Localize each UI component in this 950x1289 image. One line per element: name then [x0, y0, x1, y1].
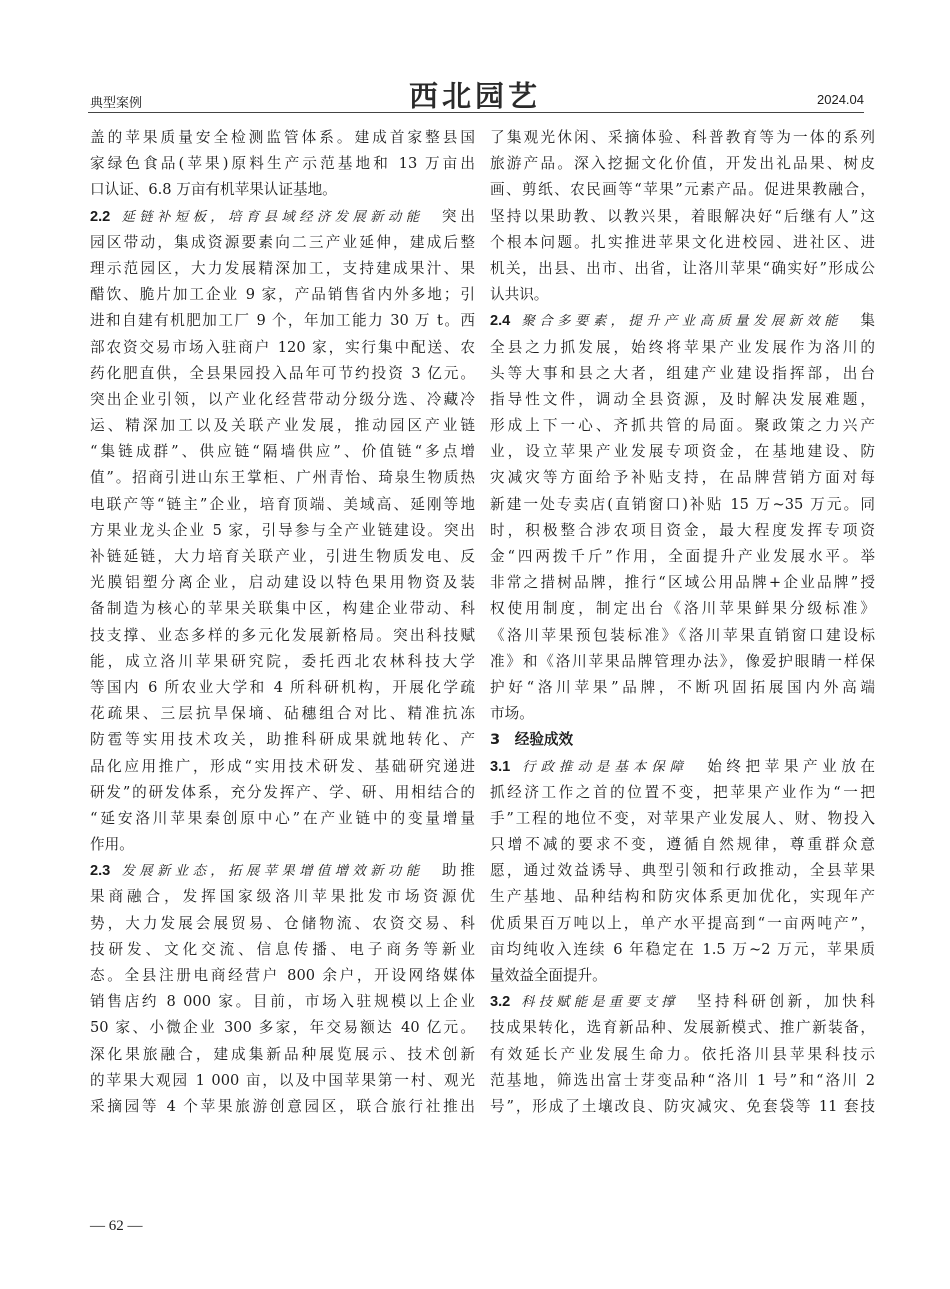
subsection-lead-text: 始终把苹果产业放在: [702, 757, 875, 775]
text-line: 值”。招商引进山东王掌柜、广州青怡、琦泉生物质热: [90, 469, 475, 487]
text-line: 补链延链，大力培育关联产业，引进生物质发电、反: [90, 548, 475, 565]
subsection-line: [490, 989, 875, 1015]
text-line: 业，设立苹果产业发展专项资金，在基地建设、防: [490, 443, 875, 461]
text-line: 优质果百万吨以上，单产水平提高到“一亩两吨产”，: [490, 914, 875, 932]
subsection-number: 2.2: [90, 208, 111, 225]
text-line: 园区带动，集成资源要素向二三产业延伸，建成后整: [90, 233, 475, 251]
text-line: 药化肥直供，全县果园投入品年可节约投资 3 亿元。: [90, 364, 475, 382]
text-line: 的苹果大观园 1 000 亩，以及中国苹果第一村、观光: [90, 1071, 475, 1089]
text-line: 花疏果、三层抗旱保墒、砧穗组合对比、精准抗冻: [90, 705, 475, 723]
text-line: 抓经济工作之首的位置不变，把苹果产业作为“一把: [490, 783, 875, 801]
text-line: 采摘园等 4 个苹果旅游创意园区，联合旅行社推出: [90, 1097, 475, 1115]
text-line: 头等大事和县之大者，组建产业建设指挥部，出台: [490, 364, 875, 382]
subsection-line: [490, 754, 875, 780]
section-heading: [490, 727, 875, 753]
text-line: 光膜铝塑分离企业，启动建设以特色果用物资及装: [90, 574, 475, 592]
text-line: 防雹等实用技术攻关，助推科研成果就地转化、产: [90, 731, 475, 749]
text-line: 市场。: [490, 705, 534, 723]
text-line: 机关，出县、出市、出省，让洛川苹果“确实好”形成公: [490, 259, 875, 277]
text-line: 进和自建有机肥加工厂 9 个，年加工能力 30 万 t。西: [90, 312, 475, 330]
text-line: 全县之力抓发展，始终将苹果产业发展作为洛川的: [490, 338, 875, 356]
text-line: 果商融合，发挥国家级洛川苹果批发市场资源优: [90, 888, 475, 906]
subsection-lead-text: 坚持科研创新，加快科: [693, 993, 875, 1011]
text-line: 50 家、小微企业 300 多家，年交易额达 40 亿元。: [90, 1019, 475, 1037]
text-line: 家绿色食品(苹果)原料生产示范基地和 13 万亩出: [90, 155, 475, 173]
text-line: 等国内 6 所农业大学和 4 所科研机构，开展化学疏: [90, 678, 475, 696]
text-line: 醋饮、脆片加工企业 9 家，产品销售省内外多地；引: [90, 286, 475, 304]
text-line: 愿，通过效益诱导、典型引领和行政推动，全县苹果: [490, 862, 875, 880]
text-line: 口认证、6.8 万亩有机苹果认证基地。: [90, 181, 337, 199]
text-line: “集链成群”、供应链“隔墙供应”、价值链“多点增: [90, 443, 475, 461]
subsection-lead-text: 助推: [438, 862, 475, 880]
text-line: 只增不减的要求不变，遵循自然规律，尊重群众意: [490, 836, 875, 854]
text-line: 指导性文件，调动全县资源，及时解决发展难题，: [490, 390, 875, 408]
text-line: 销售店约 8 000 家。目前，市场入驻规模以上企业: [90, 993, 475, 1011]
text-line: 理示范园区，大力发展精深加工，支持建成果汁、果: [90, 259, 475, 277]
text-line: 形成上下一心、齐抓共管的局面。聚政策之力兴产: [490, 417, 875, 435]
text-line: 作用。: [90, 836, 134, 854]
text-line: 品化应用推广，形成“实用技术研发、基础研究递进: [90, 757, 475, 775]
text-line: 量效益全面提升。: [490, 967, 607, 984]
text-line: 《洛川苹果预包装标准》《洛川苹果直销窗口建设标: [490, 626, 875, 644]
subsection-heading: 行政推动是基本保障: [517, 759, 689, 775]
subsection-line: [90, 204, 475, 230]
text-line: 新建一处专卖店(直销窗口)补贴 15 万~35 万元。同: [490, 495, 875, 513]
text-line: 时，积极整合涉农项目资金，最大程度发挥专项资: [490, 521, 875, 539]
left-column: [90, 125, 475, 1120]
section-label: 典型案例: [90, 96, 143, 111]
subsection-heading: 聚合多要素，提升产业高质量发展新效能: [517, 314, 842, 330]
journal-title: 西北园艺: [408, 79, 541, 113]
text-line: 了集观光休闲、采摘体验、科普教育等为一体的系列: [490, 129, 875, 146]
subsection-lead-text: 集: [856, 312, 875, 330]
text-line: 画、剪纸、农民画等“苹果”元素产品。促进果教融合，: [490, 181, 875, 199]
text-line: 深化果旅融合，建成集新品种展览展示、技术创新: [90, 1045, 475, 1063]
text-line: 坚持以果助教、以教兴果，着眼解决好“后继有人”这: [490, 207, 875, 225]
subsection-number: 2.4: [490, 313, 511, 330]
text-line: “延安洛川苹果秦创原中心”在产业链中的变量增量: [90, 809, 475, 827]
subsection-number: 3.1: [490, 758, 511, 775]
subsection-heading: 延链补短板，培育县域经济发展新动能: [117, 209, 424, 225]
right-column: [490, 125, 875, 1120]
text-line: 备制造为核心的苹果关联集中区，构建企业带动、科: [90, 600, 475, 618]
text-line: 运、精深加工以及关联产业发展，推动园区产业链: [90, 417, 475, 435]
text-line: 研发”的研发体系，充分发挥产、学、研、用相结合的: [90, 783, 475, 801]
text-line: 权使用制度，制定出台《洛川苹果鲜果分级标准》: [490, 600, 875, 618]
text-line: 部农资交易市场入驻商户 120 家，实行集中配送、农: [90, 338, 475, 356]
header-rule: [88, 112, 864, 113]
text-line: 灾减灾等方面给予补贴支持，在品牌营销方面对每: [490, 469, 875, 487]
text-line: 旅游产品。深入挖掘文化价值，开发出礼品果、树皮: [490, 155, 875, 173]
subsection-number: 2.3: [90, 863, 111, 880]
subsection-number: 3.2: [490, 994, 511, 1011]
page-number: — 62 —: [90, 1218, 143, 1234]
text-line: 方果业龙头企业 5 家，引导参与全产业链建设。突出: [90, 521, 475, 539]
subsection-lead-text: 突出: [438, 207, 475, 225]
text-line: 突出企业引领，以产业化经营带动分级分选、冷藏冷: [90, 390, 475, 408]
text-line: 非常之措树品牌，推行“区域公用品牌+企业品牌”授: [490, 574, 875, 592]
text-line: 亩均纯收入连续 6 年稳定在 1.5 万~2 万元，苹果质: [490, 940, 875, 958]
text-line: 生产基地、品种结构和防灾体系更加优化，实现年产: [490, 888, 875, 906]
subsection-line: [90, 858, 475, 884]
text-line: 电联产等“链主”企业，培育顶端、美域高、延刚等地: [90, 495, 475, 513]
section-heading-text: 3 经验成效: [490, 731, 574, 749]
text-line: 盖的苹果质量安全检测监管体系。建成首家整县国: [90, 129, 475, 146]
text-line: 势，大力发展会展贸易、仓储物流、农资交易、科: [90, 914, 475, 932]
text-line: 有效延长产业发展生命力。依托洛川县苹果科技示: [490, 1045, 875, 1063]
subsection-heading: 发展新业态，拓展苹果增值增效新功能: [117, 864, 424, 880]
text-line: 金“四两拨千斤”作用，全面提升产业发展水平。举: [490, 548, 875, 565]
text-line: 范基地，筛选出富士芽变品种“洛川 1 号”和“洛川 2: [490, 1071, 875, 1089]
text-line: 技研发、文化交流、信息传播、电子商务等新业: [90, 940, 475, 958]
text-line: 技成果转化，选育新品种、发展新模式、推广新装备，: [490, 1019, 875, 1037]
text-line: 护好“洛川苹果”品牌，不断巩固拓展国内外高端: [490, 678, 875, 696]
text-line: 个根本问题。扎实推进苹果文化进校园、进社区、进: [490, 233, 875, 251]
text-line: 手”工程的地位不变，对苹果产业发展人、财、物投入: [490, 809, 875, 827]
text-line: 号”，形成了土壤改良、防灾减灾、免套袋等 11 套技: [490, 1097, 875, 1115]
text-line: 技支撑、业态多样的多元化发展新格局。突出科技赋: [90, 626, 475, 644]
text-line: 态。全县注册电商经营户 800 余户，开设网络媒体: [90, 967, 475, 984]
subsection-line: [490, 308, 875, 334]
text-line: 准》和《洛川苹果品牌管理办法》，像爱护眼睛一样保: [490, 652, 875, 670]
subsection-heading: 科技赋能是重要支撑: [517, 995, 679, 1011]
issue-date: 2024.04: [817, 92, 864, 107]
text-line: 认共识。: [490, 286, 549, 304]
text-line: 能，成立洛川苹果研究院，委托西北农林科技大学: [90, 652, 475, 670]
